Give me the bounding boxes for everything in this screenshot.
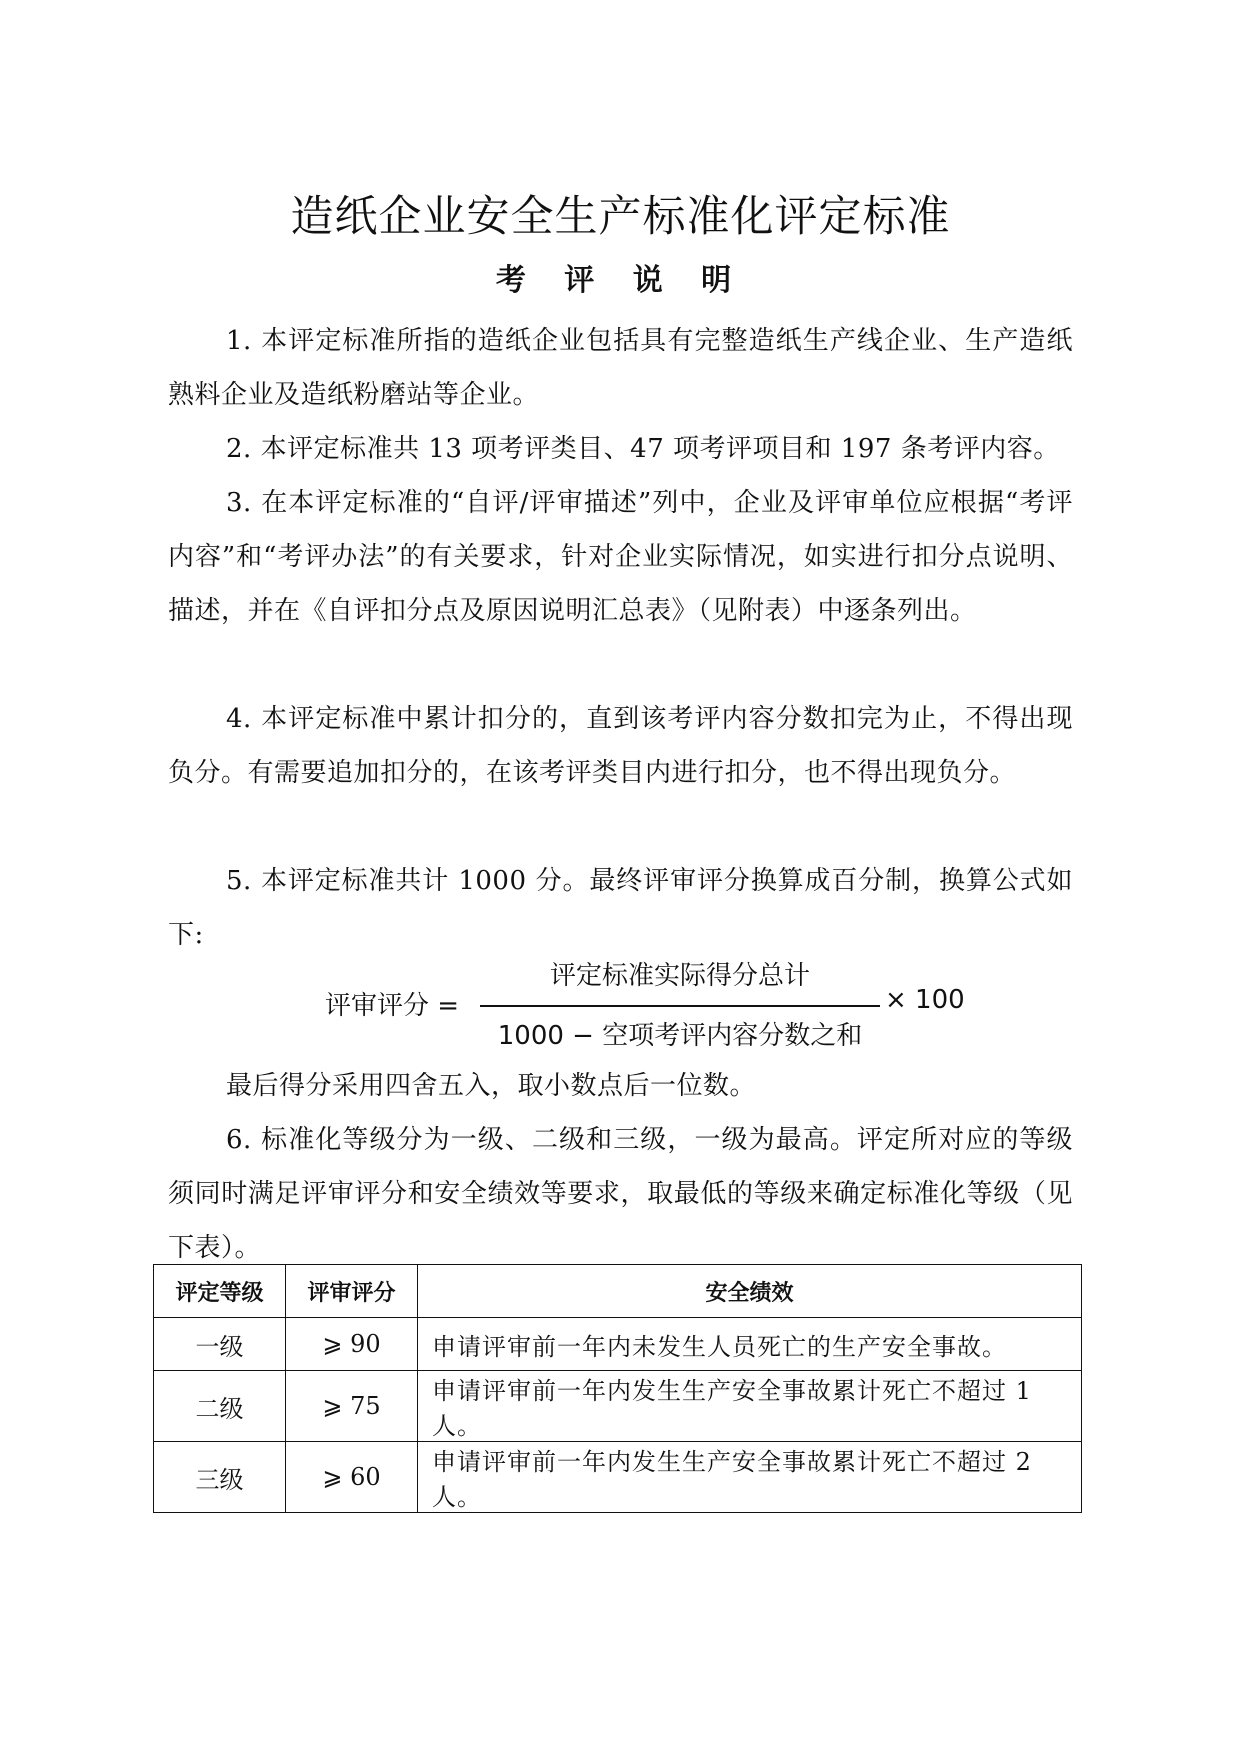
score-cell: ⩾ 75 — [286, 1371, 418, 1442]
table-row — [154, 1318, 1082, 1371]
paragraph-5: 5. 本评定标准共计 1000 分。最终评审评分换算成百分制，换算公式如下: — [168, 866, 1073, 950]
formula-lhs: 评审评分 = — [325, 991, 460, 1021]
performance-cell: 申请评审前一年内未发生人员死亡的生产安全事故。 — [418, 1318, 1082, 1371]
header-performance: 安全绩效 — [418, 1265, 1082, 1318]
paragraph-1: 1. 本评定标准所指的造纸企业包括具有完整造纸生产线企业、生产造纸熟料企业及造纸粉磨站等企业。 — [168, 326, 1073, 410]
score-formula — [325, 955, 965, 1055]
score-cell: ⩾ 60 — [286, 1442, 418, 1513]
formula-rhs: × 100 — [885, 985, 965, 1015]
formula-fraction-bar — [480, 1005, 880, 1007]
rounding-note: 最后得分采用四舍五入，取小数点后一位数。 — [226, 1071, 757, 1101]
grade-cell: 一级 — [154, 1318, 286, 1371]
grade-cell: 三级 — [154, 1442, 286, 1513]
header-grade: 评定等级 — [154, 1265, 286, 1318]
table-header-row — [154, 1265, 1082, 1318]
score-cell: ⩾ 90 — [286, 1318, 418, 1371]
document-subtitle: 考 评 说 明 — [495, 263, 746, 298]
formula-numerator: 评定标准实际得分总计 — [549, 961, 810, 991]
paragraph-3: 3. 在本评定标准的“自评/评审描述”列中，企业及评审单位应根据“考评内容”和“考评办法”的有关要求，针对企业实际情况，如实进行扣分点说明、描述，并在《自评扣分点及原因说明汇总表》（见附表）中逐条列出。 — [168, 488, 1073, 626]
formula-denominator: 1000 − 空项考评内容分数之和 — [497, 1021, 863, 1051]
paragraph-6: 6. 标准化等级分为一级、二级和三级，一级为最高。评定所对应的等级须同时满足评审评分和安全绩效等要求，取最低的等级来确定标准化等级（见下表）。 — [168, 1125, 1073, 1263]
header-score: 评审评分 — [286, 1265, 418, 1318]
document-title: 造纸企业安全生产标准化评定标准 — [290, 192, 951, 242]
performance-cell: 申请评审前一年内发生生产安全事故累计死亡不超过 1 人。 — [418, 1371, 1082, 1442]
grade-table — [153, 1264, 1082, 1513]
paragraph-4: 4. 本评定标准中累计扣分的，直到该考评内容分数扣完为止，不得出现负分。有需要追加扣分的，在该考评类目内进行扣分，也不得出现负分。 — [168, 704, 1073, 788]
performance-cell: 申请评审前一年内发生生产安全事故累计死亡不超过 2 人。 — [418, 1442, 1082, 1513]
paragraph-2: 2. 本评定标准共 13 项考评类目、47 项考评项目和 197 条考评内容。 — [226, 434, 1060, 464]
grade-cell: 二级 — [154, 1371, 286, 1442]
table-row — [154, 1371, 1082, 1442]
table-row — [154, 1442, 1082, 1513]
